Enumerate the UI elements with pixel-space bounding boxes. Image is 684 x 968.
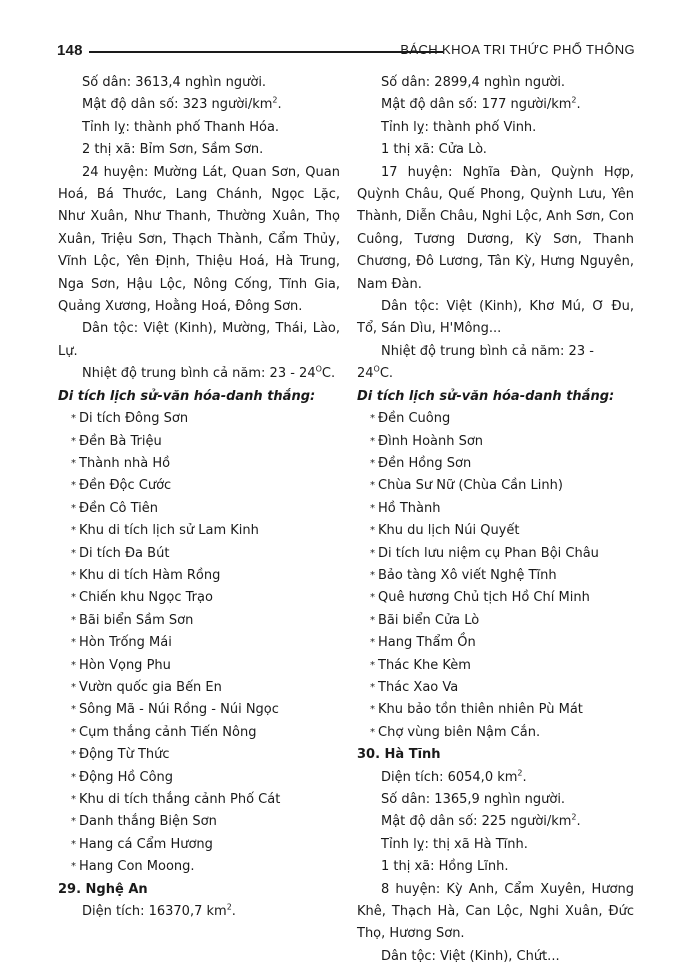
density: Mật độ dân số: 177 người/$km^2$.: [381, 96, 581, 113]
area: Diện tích: 16370,7 $km^2$.: [82, 902, 236, 920]
list-item: * Di tích lưu niệm cụ Phan Bội Châu: [357, 543, 634, 565]
list-item: * Chợ vùng biên Nậm Cắn.: [357, 722, 634, 744]
right-column: [357, 72, 634, 968]
list-item: * Bãi biển Cửa Lò: [357, 610, 634, 632]
list-item: * Đền Hồng Sơn: [357, 453, 634, 475]
list-item: * Hang cá Cẩm Hương: [58, 834, 340, 856]
ethnic-groups: Dân tộc: Việt (Kinh), Chứt...: [381, 948, 560, 964]
list-item: * Chùa Sư Nữ (Chùa Cần Linh): [357, 475, 634, 497]
list-item: * Đền Bà Triệu: [58, 431, 340, 453]
list-item: * Thác Khe Kèm: [357, 655, 634, 677]
towns: 1 thị xã: Hồng Lĩnh.: [381, 859, 509, 875]
heritage-heading: Di tích lịch sử-văn hóa-danh thắng:: [357, 388, 615, 404]
list-item: * Hòn Vọng Phu: [58, 655, 340, 677]
population: Số dân: 1365,9 nghìn người.: [381, 792, 566, 807]
provincial-capital: Tỉnh lỵ: thành phố Thanh Hóa.: [82, 119, 280, 135]
list-item: * Động Hồ Công: [58, 767, 340, 789]
population: Số dân: 2899,4 nghìn người.: [381, 75, 566, 90]
left-column: [58, 72, 340, 923]
heritage-heading: Di tích lịch sử-văn hóa-danh thắng:: [58, 388, 316, 404]
list-item: * Khu di tích lịch sử Lam Kinh: [58, 520, 340, 542]
list-item: * Bảo tàng Xô viết Nghệ Tĩnh: [357, 565, 634, 587]
list-item: * Quê hương Chủ tịch Hồ Chí Minh: [357, 587, 634, 609]
list-item: * Động Từ Thức: [58, 744, 340, 766]
list-item: * Khu bảo tồn thiên nhiên Pù Mát: [357, 699, 634, 721]
average-temperature: Nhiệt độ trung bình cả năm: $23 - 24^OC$.: [357, 343, 594, 382]
provincial-capital: Tỉnh lỵ: thị xã Hà Tĩnh.: [381, 836, 528, 852]
list-item: * Thành nhà Hồ: [58, 453, 340, 475]
towns: 1 thị xã: Cửa Lò.: [381, 142, 487, 158]
districts: 24 huyện: Mường Lát, Quan Sơn, Quan Hoá, Bá Thước, Lang Chánh, Ngọc Lặc, Như Xuân, Như Thanh, Thường Xuân, Thọ Xuân, Triệu Sơn, Thạch Thành, Cẩm Thủy, Vĩnh Lộc, Yên Định, Thiệu Hoá, Hà Trung, Nga Sơn, Hậu Lộc, Nông Cống, Tĩnh Gia, Quảng Xương, Hoằng Hoá, Đông Sơn.: [58, 164, 340, 315]
list-item: * Vườn quốc gia Bến En: [58, 677, 340, 699]
list-item: * Hồ Thành: [357, 498, 634, 520]
page-number: 148: [57, 42, 83, 59]
list-item: * Khu du lịch Núi Quyết: [357, 520, 634, 542]
population: Số dân: 3613,4 nghìn người.: [82, 75, 267, 90]
provincial-capital: Tỉnh lỵ: thành phố Vinh.: [381, 119, 537, 135]
section-heading-nghe-an: 29. Nghệ An: [58, 881, 148, 897]
list-item: * Đền Độc Cước: [58, 475, 340, 497]
list-item: * Hòn Trống Mái: [58, 632, 340, 654]
list-item: * Bãi biển Sầm Sơn: [58, 610, 340, 632]
book-title: BÁCH KHOA TRI THỨC PHỔ THÔNG: [400, 42, 635, 57]
list-item: * Khu di tích thắng cảnh Phố Cát: [58, 789, 340, 811]
ethnic-groups: Dân tộc: Việt (Kinh), Mường, Thái, Lào, Lự.: [58, 321, 340, 359]
list-item: * Hang Con Moong.: [58, 856, 340, 878]
heritage-list: [357, 408, 634, 744]
ethnic-groups: Dân tộc: Việt (Kinh), Khơ Mú, Ơ Đu, Tổ, Sán Dìu, H'Mông...: [357, 299, 634, 337]
list-item: * Di tích Đông Sơn: [58, 408, 340, 430]
list-item: * Danh thắng Biện Sơn: [58, 811, 340, 833]
page-header: [57, 42, 635, 64]
list-item: * Chiến khu Ngọc Trạo: [58, 587, 340, 609]
districts: 8 huyện: Kỳ Anh, Cẩm Xuyên, Hương Khê, Thạch Hà, Can Lộc, Nghi Xuân, Đức Thọ, Hương Sơn.: [357, 881, 634, 942]
list-item: * Đền Cuông: [357, 408, 634, 430]
list-item: * Khu di tích Hàm Rồng: [58, 565, 340, 587]
list-item: * Sông Mã - Núi Rồng - Núi Ngọc: [58, 699, 340, 721]
list-item: * Thác Xao Va: [357, 677, 634, 699]
average-temperature: Nhiệt độ trung bình cả năm: $23 - 24^OC$.: [82, 364, 336, 382]
list-item: * Đình Hoành Sơn: [357, 431, 634, 453]
list-item: * Di tích Đa Bút: [58, 543, 340, 565]
heritage-list: [58, 408, 340, 879]
list-item: * Hang Thẩm Ồn: [357, 632, 634, 654]
header-rule: [89, 51, 443, 53]
density: Mật độ dân số: 323 người/$km^2$.: [82, 96, 282, 113]
list-item: * Cụm thắng cảnh Tiến Nông: [58, 722, 340, 744]
list-item: * Đền Cô Tiên: [58, 498, 340, 520]
density: Mật độ dân số: 225 người/$km^2$.: [381, 813, 581, 830]
section-heading-ha-tinh: 30. Hà Tĩnh: [357, 747, 441, 763]
towns: 2 thị xã: Bỉm Sơn, Sầm Sơn.: [82, 142, 264, 158]
area: Diện tích: 6054,0 $km^2$.: [381, 768, 527, 785]
districts: 17 huyện: Nghĩa Đàn, Quỳnh Hợp, Quỳnh Châu, Quế Phong, Quỳnh Lưu, Yên Thành, Diễn Châu, Nghi Lộc, Anh Sơn, Con Cuông, Tương Dương, Kỳ Sơn, Thanh Chương, Đô Lương, Tân Kỳ, Hưng Nguyên, Nam Đàn.: [357, 164, 634, 292]
